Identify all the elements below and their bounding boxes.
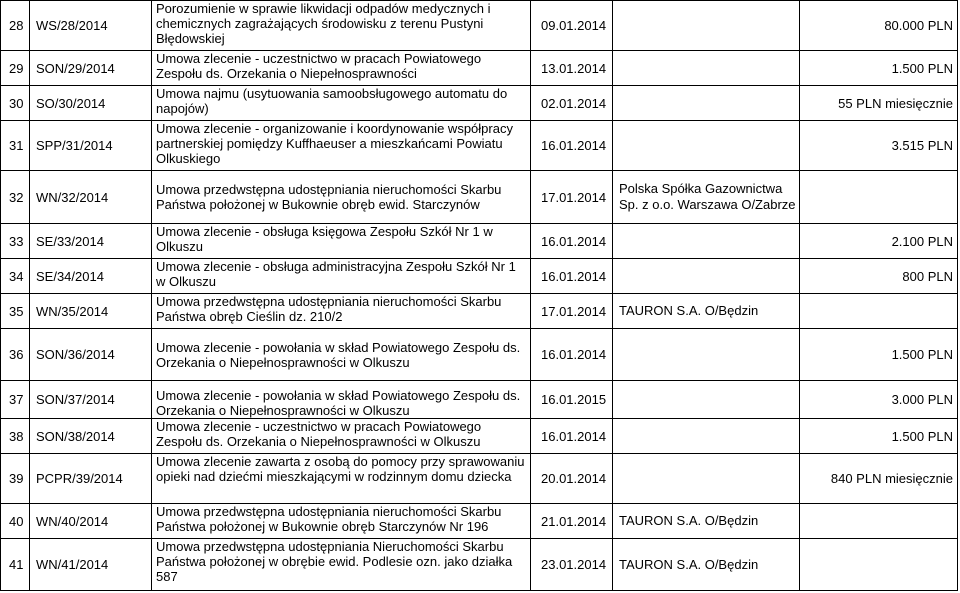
row-number: 31 [1, 121, 30, 171]
contractor [613, 419, 800, 454]
table-row [1, 171, 958, 224]
contractor [613, 454, 800, 504]
contract-description: Umowa przedwstępna udostępniania nieruchomości Skarbu Państwa położonej w Bukownie obręb ewid. Starczynów [152, 171, 531, 224]
contractor [613, 329, 800, 381]
row-number: 28 [1, 1, 30, 51]
contract-date: 21.01.2014 [531, 504, 613, 539]
contract-description: Umowa zlecenie - uczestnictwo w pracach Powiatowego Zespołu ds. Orzekania o Niepełnosprawności w Olkuszu [152, 419, 531, 454]
table-row [1, 294, 958, 329]
contract-description: Umowa zlecenie - powołania w skład Powiatowego Zespołu ds. Orzekania o Niepełnosprawności w Olkuszu [152, 381, 531, 419]
contract-signature: WN/35/2014 [30, 294, 152, 329]
contract-amount: 3.515 PLN [800, 121, 958, 171]
contract-signature: SO/30/2014 [30, 86, 152, 121]
contract-date: 16.01.2014 [531, 329, 613, 381]
table-row [1, 1, 958, 51]
contract-amount: 1.500 PLN [800, 329, 958, 381]
contract-signature: SPP/31/2014 [30, 121, 152, 171]
contract-signature: SE/33/2014 [30, 224, 152, 259]
contract-signature: WN/32/2014 [30, 171, 152, 224]
row-number: 32 [1, 171, 30, 224]
contract-amount: 80.000 PLN [800, 1, 958, 51]
contract-date: 16.01.2014 [531, 419, 613, 454]
contract-signature: SON/37/2014 [30, 381, 152, 419]
contract-date: 16.01.2014 [531, 224, 613, 259]
table-row [1, 329, 958, 381]
table-row [1, 259, 958, 294]
contract-date: 17.01.2014 [531, 294, 613, 329]
contract-date: 20.01.2014 [531, 454, 613, 504]
contract-description: Umowa zlecenie zawarta z osobą do pomocy przy sprawowaniu opieki nad dziećmi mieszkającymi w rodzinnym domu dziecka [152, 454, 531, 504]
contract-amount: 3.000 PLN [800, 381, 958, 419]
row-number: 38 [1, 419, 30, 454]
contract-signature: PCPR/39/2014 [30, 454, 152, 504]
table-row [1, 381, 958, 419]
contract-description: Umowa zlecenie - organizowanie i koordynowanie współpracy partnerskiej pomiędzy Kuffhaeuser a mieszkańcami Powiatu Olkuskiego [152, 121, 531, 171]
row-number: 30 [1, 86, 30, 121]
contract-signature: WN/41/2014 [30, 539, 152, 591]
contractor [613, 1, 800, 51]
contractor: TAURON S.A. O/Będzin [613, 294, 800, 329]
contract-amount: 1.500 PLN [800, 51, 958, 86]
contractor: TAURON S.A. O/Będzin [613, 504, 800, 539]
table-row [1, 419, 958, 454]
row-number: 39 [1, 454, 30, 504]
contract-signature: SON/36/2014 [30, 329, 152, 381]
table-row [1, 121, 958, 171]
contract-signature: WN/40/2014 [30, 504, 152, 539]
row-number: 35 [1, 294, 30, 329]
contractor [613, 51, 800, 86]
contract-amount [800, 171, 958, 224]
row-number: 34 [1, 259, 30, 294]
row-number: 29 [1, 51, 30, 86]
contractor [613, 381, 800, 419]
contract-amount [800, 294, 958, 329]
table-row [1, 86, 958, 121]
contract-amount: 2.100 PLN [800, 224, 958, 259]
table-row [1, 504, 958, 539]
contractor [613, 259, 800, 294]
contract-date: 16.01.2014 [531, 121, 613, 171]
contract-signature: SE/34/2014 [30, 259, 152, 294]
table-row [1, 454, 958, 504]
contract-amount [800, 504, 958, 539]
contract-date: 13.01.2014 [531, 51, 613, 86]
contractor: Polska Spółka Gazownictwa Sp. z o.o. Warszawa O/Zabrze [613, 171, 800, 224]
contract-date: 16.01.2015 [531, 381, 613, 419]
contractor: TAURON S.A. O/Będzin [613, 539, 800, 591]
contract-date: 09.01.2014 [531, 1, 613, 51]
contract-amount: 840 PLN miesięcznie [800, 454, 958, 504]
contract-date: 17.01.2014 [531, 171, 613, 224]
row-number: 41 [1, 539, 30, 591]
contract-signature: SON/29/2014 [30, 51, 152, 86]
contract-amount: 55 PLN miesięcznie [800, 86, 958, 121]
row-number: 37 [1, 381, 30, 419]
row-number: 36 [1, 329, 30, 381]
contract-description: Umowa zlecenie - obsługa administracyjna Zespołu Szkół Nr 1 w Olkuszu [152, 259, 531, 294]
contract-amount: 800 PLN [800, 259, 958, 294]
contract-description: Umowa zlecenie - uczestnictwo w pracach Powiatowego Zespołu ds. Orzekania o Niepełnosprawności [152, 51, 531, 86]
contract-description: Umowa przedwstępna udostępniania nieruchomości Skarbu Państwa położonej w Bukownie obręb Starczynów Nr 196 [152, 504, 531, 539]
contract-description: Umowa przedwstępna udostępniania Nieruchomości Skarbu Państwa położonej w obrębie ewid. Podlesie ozn. jako działka 587 [152, 539, 531, 591]
contract-date: 16.01.2014 [531, 259, 613, 294]
contract-description: Umowa najmu (usytuowania samoobsługowego automatu do napojów) [152, 86, 531, 121]
contract-description: Umowa zlecenie - obsługa księgowa Zespołu Szkół Nr 1 w Olkuszu [152, 224, 531, 259]
table-row [1, 539, 958, 591]
contract-signature: SON/38/2014 [30, 419, 152, 454]
contractor [613, 86, 800, 121]
contractor [613, 224, 800, 259]
contract-signature: WS/28/2014 [30, 1, 152, 51]
contract-amount [800, 539, 958, 591]
table-row [1, 51, 958, 86]
contractor [613, 121, 800, 171]
contract-amount: 1.500 PLN [800, 419, 958, 454]
contract-date: 02.01.2014 [531, 86, 613, 121]
table-row [1, 224, 958, 259]
contract-date: 23.01.2014 [531, 539, 613, 591]
contract-description: Umowa przedwstępna udostępniania nieruchomości Skarbu Państwa obręb Cieślin dz. 210/2 [152, 294, 531, 329]
row-number: 33 [1, 224, 30, 259]
row-number: 40 [1, 504, 30, 539]
contract-description: Porozumienie w sprawie likwidacji odpadów medycznych i chemicznych zagrażających środowisku z terenu Pustyni Błędowskiej [152, 1, 531, 51]
contract-description: Umowa zlecenie - powołania w skład Powiatowego Zespołu ds. Orzekania o Niepełnosprawności w Olkuszu [152, 329, 531, 381]
